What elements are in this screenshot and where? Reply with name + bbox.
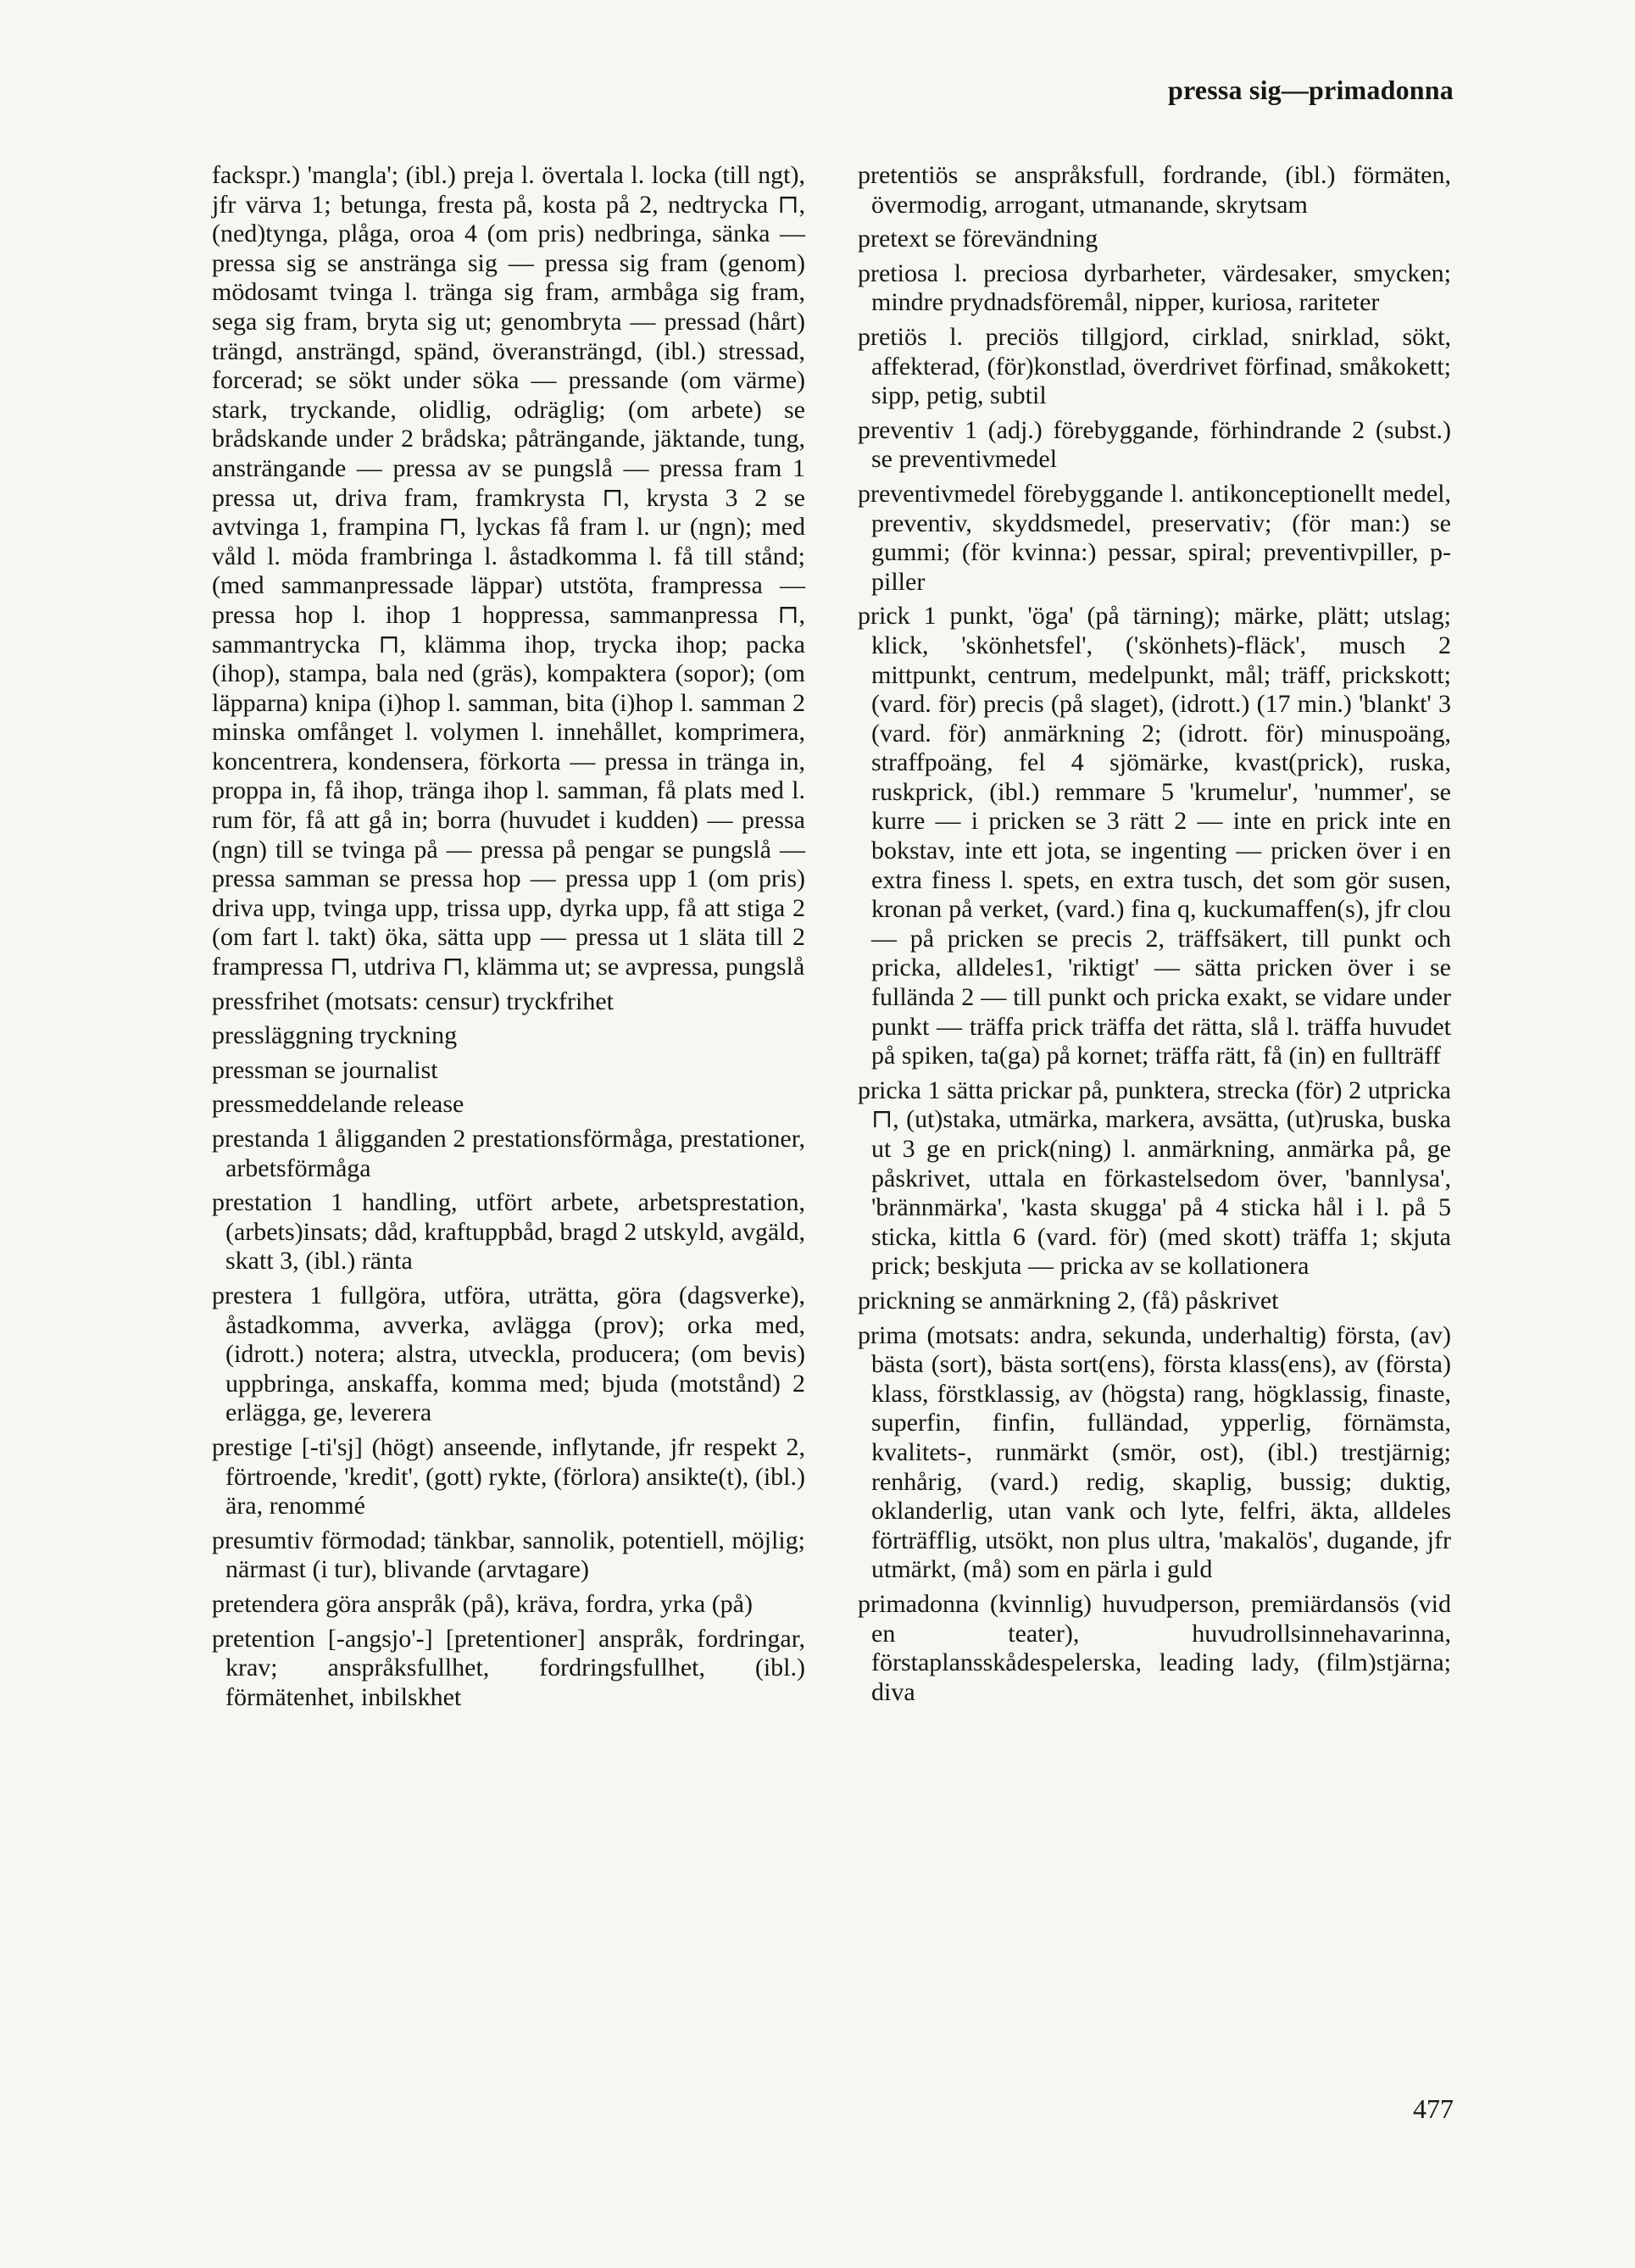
entry-prickning: prickning se anmärkning 2, (få) påskrivet bbox=[858, 1286, 1279, 1315]
entry-prick: prick 1 punkt, 'öga' (på tärning); märke, plätt; utslag; klick, 'skönhetsfel', ('skönhets)-fläck', musch 2 mittpunkt, centrum, medelpunkt, mål; träff, prickskott; (vard. för) precis (på slaget), (idrott.) (17 min.) 'blankt' 3 (vard. för) anmärkning 2; (idrott. för) minuspoäng, straffpoäng, fel 4 sjömärke, kvast(prick), ruska, ruskprick, (ibl.) remmare 5 'krumelur', 'nummer', se kurre — i pricken se 3 rätt 2 — inte en prick inte en bokstav, inte ett jota, se ingenting — pricken över i en extra finess l. spets, en extra tusch, det som gör susen, kronan på verket, (vard.) fina q, kuckumaffen(s), jfr clou — på pricken se precis 2, träffsäkert, till punkt och pricka, alldeles1, 'riktigt' — sätta pricken över i se fulländа 2 — till punkt och pricka exakt, se vidare under punkt — träffa prick träffa det rätta, slå l. träffa huvudet på spiken, ta(ga) på kornet; träffa rätt, få (in) en fullträff bbox=[858, 602, 1451, 1070]
entry-presumtiv: presumtiv förmodad; tänkbar, sannolik, potentiell, möjlig; närmast (i tur), blivande (arvtagare) bbox=[212, 1526, 805, 1584]
entry-pretendera: pretendera göra anspråk (på), kräva, fordra, yrka (på) bbox=[212, 1589, 753, 1618]
entry-pressman: pressman se journalist bbox=[212, 1055, 438, 1084]
entry-prestation: prestation 1 handling, utfört arbete, arbetsprestation, (arbets)insats; dåd, kraftuppbåd, bragd 2 utskyld, avgäld, skatt 3, (ibl.) ränta bbox=[212, 1188, 805, 1276]
entry-prestera: prestera 1 fullgöra, utföra, uträtta, göra (dagsverke), åstadkomma, avverka, avlägga (prov); orka med, (idrott.) notera; alstra, utveckla, producera; (om bevis) uppbringa, anskaffa, komma med; bjuda (motstånd) 2 erlägga, ge, leverera bbox=[212, 1281, 805, 1427]
entry-prima: prima (motsats: andra, sekunda, underhaltig) första, (av) bästa (sort), bästa sort(ens), första klass(ens), av (första) klass, förstklassig, av (högsta) rang, högklassig, finaste, superfin, finfin, fulländad, ypperlig, förnämsta, kvalitets-, runmärkt (smör, ost), (ibl.) trestjärnig; renhårig, (vard.) redig, skaplig, bussig; duktig, oklanderlig, utan vank och lyte, felfri, äkta, alldeles förträfflig, utsökt, non plus ultra, 'makalös', dugande, jfr utmärkt, (må) som en pärla i guld bbox=[858, 1320, 1451, 1584]
entry-pretext: pretext se förevändning bbox=[858, 225, 1098, 253]
right-column bbox=[858, 161, 1451, 1712]
entry-pressmeddelande: pressmeddelande release bbox=[212, 1090, 464, 1119]
entry-presslaggning: pressläggning tryckning bbox=[212, 1021, 458, 1050]
entry-pretention: pretention [-angsjo'-] [pretentioner] anspråk, fordringar, krav; anspråksfullhet, fordringsfullhet, (ibl.) förmätenhet, inbilskhet bbox=[212, 1624, 805, 1711]
entry-primadonna: primadonna (kvinnlig) huvudperson, premiärdansös (vid en teater), huvudrollsinnehavarinna, förstaplansskådespelerska, leading lady, (film)stjärna; diva bbox=[858, 1589, 1451, 1706]
running-head: pressa sig—primadonna bbox=[1167, 75, 1454, 105]
entry-preventiv: preventiv 1 (adj.) förebyggande, förhindrande 2 (subst.) se preventivmedel bbox=[858, 415, 1451, 474]
left-column bbox=[212, 161, 805, 1717]
entry-prestanda: prestanda 1 åligganden 2 prestationsförmåga, prestationer, arbetsförmåga bbox=[212, 1125, 805, 1182]
entry-preventivmedel: preventivmedel förebyggande l. antikonceptionellt medel, preventiv, skyddsmedel, preservativ; (för man:) se gummi; (för kvinna:) pessar, spiral; preventivpiller, p-piller bbox=[858, 479, 1451, 596]
entry-pressfrihet: pressfrihet (motsats: censur) tryckfrihet bbox=[212, 987, 615, 1015]
entry-pretentios: pretentiös se anspråksfull, fordrande, (ibl.) förmäten, övermodig, arrogant, utmanande, skrytsam bbox=[858, 161, 1451, 219]
entry-pressa-continued: fackspr.) 'mangla'; (ibl.) preja l. övertala l. locka (till ngt), jfr värva 1; betunga, fresta på, kosta på 2, nedtrycka ⊓, (ned)tynga, plåga, oroa 4 (om pris) nedbringa, sänka — pressa sig se anstränga sig — pressa sig fram (genom) mödosamt tvinga l. tränga sig fram, armbåga sig fram, sega sig fram, bryta sig ut; genombryta — pressad (hårt) trängd, ansträngd, spänd, överansträngd, (ibl.) stressad, forcerad; se sökt under söka — pressande (om värme) stark, tryckande, olidlig, odräglig; (om arbete) se brådskande under 2 brådska; påträngande, jäktande, tung, ansträngande — pressa av se pungslå — pressa fram 1 pressa ut, driva fram, framkrysta ⊓, krysta 3 2 se avtvinga 1, frampina ⊓, lyckas få fram l. ur (ngn); med våld l. möda frambringa l. åstadkomma l. få till stånd; (med sammanpressade läppar) utstöta, frampressa — pressa hop l. ihop 1 hoppressa, sammanpressa ⊓, sammantrycka ⊓, klämma ihop, trycka ihop; packa (ihop), stampa, bala ned (gräs), kompaktera (sopor); (om läpparna) knipa (i)hop l. samman, bita (i)hop l. samman 2 minska omfånget l. volymen l. innehållet, komprimera, koncentrera, kondensera, förkorta — pressa in tränga in, proppa in, få ihop, tränga ihop l. samman, få plats med l. rum för, få att gå in; borra (huvudet i kudden) — pressa (ngn) till se tvinga på — pressa på pengar se pungslå — pressa samman se pressa hop — pressa upp 1 (om pris) driva upp, tvinga upp, trissa upp, dyrka upp, få att stiga 2 (om fart l. takt) öka, sätta upp — pressa ut 1 släta till 2 frampressa ⊓, utdriva ⊓, klämma ut; se avpressa, pungslå bbox=[212, 161, 805, 981]
entry-pretios: pretiös l. preciös tillgjord, cirklad, snirklad, sökt, affekterad, (för)konstlad, överdrivet förfinad, småkokett; sipp, petig, subtil bbox=[858, 322, 1451, 410]
entry-pricka: pricka 1 sätta prickar på, punktera, strecka (för) 2 utpricka ⊓, (ut)staka, utmärka, markera, avsätta, (ut)ruska, buska ut 3 ge en prick(ning) l. anmärkning, anmärka på, ge påskrivet, uttala en förkastelsedom över, 'bannlysa', 'brännmärka', 'kasta skugga' på 4 sticka hål i l. på 5 sticka, kittla 6 (vard. för) (med skott) träffa 1; skjuta prick; beskjuta — pricka av se kollationera bbox=[858, 1076, 1451, 1281]
page-number: 477 bbox=[1413, 2093, 1454, 2124]
entry-prestige: prestige [-ti'sj] (högt) anseende, inflytande, jfr respekt 2, förtroende, 'kredit', (gott) rykte, (förlora) ansikte(t), (ibl.) ära, renommé bbox=[212, 1432, 805, 1520]
entry-pretiosa: pretiosa l. preciosa dyrbarheter, värdesaker, smycken; mindre prydnadsföremål, nipper, kuriosa, rariteter bbox=[858, 258, 1451, 317]
